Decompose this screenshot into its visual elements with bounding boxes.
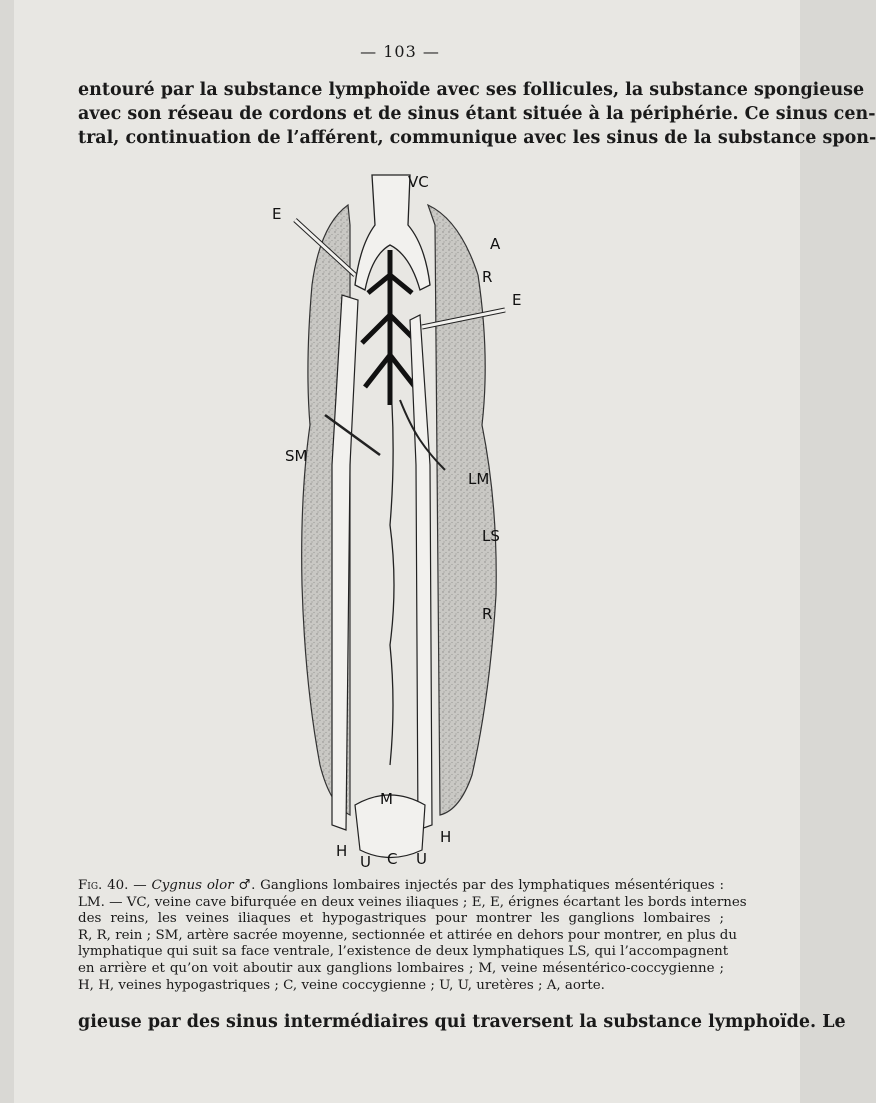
figure-number: Fig. 40.	[78, 878, 129, 893]
caption-line-3: des reins, les veines iliaques et hypogastriques pour montrer les ganglions lombaires ;	[78, 911, 724, 927]
label-u-left: U	[360, 853, 371, 871]
bottom-text-line: gieuse par des sinus intermédiaires qui traversent la substance lymphoïde. Le	[78, 1012, 846, 1032]
label-r-top: R	[482, 268, 493, 286]
label-a: A	[490, 235, 501, 253]
label-h-left: H	[336, 842, 348, 860]
bottom-text	[78, 1010, 846, 1034]
top-text-line-1: entouré par la substance lymphoïde avec ses follicules, la substance spongieuse	[78, 80, 865, 100]
sex-symbol: ♂	[238, 878, 252, 893]
label-u-right: U	[416, 850, 427, 868]
caption-line-4: R, R, rein ; SM, artère sacrée moyenne, sectionnée et attirée en dehors pour montrer, en plus du	[78, 927, 737, 943]
top-text-line-2: avec son réseau de cordons et de sinus étant située à la périphérie. Ce sinus cen-	[78, 104, 876, 124]
label-sm: SM	[285, 447, 308, 465]
figure-drawing	[250, 165, 550, 885]
right-iliac-vein	[410, 315, 432, 830]
anatomical-figure	[250, 165, 550, 885]
caption-line-2: LM. — VC, veine cave bifurquée en deux veines iliaques ; E, E, érignes écartant les bords internes	[78, 894, 747, 910]
right-kidney	[428, 205, 496, 815]
label-c: C	[387, 850, 398, 868]
caption-line-7: H, H, veines hypogastriques ; C, veine coccygienne ; U, U, uretères ; A, aorte.	[78, 977, 605, 993]
species-name: Cygnus olor	[151, 878, 234, 893]
label-e-right: E	[512, 291, 522, 309]
top-text-line-3: tral, continuation de l’afférent, communique avec les sinus de la substance spon-	[78, 128, 876, 148]
top-paragraph	[78, 78, 876, 150]
label-r-bottom: R	[482, 605, 493, 623]
caption-dash: —	[128, 878, 152, 893]
figure-caption	[78, 878, 747, 994]
label-m: M	[380, 790, 393, 808]
label-lm: LM	[468, 470, 490, 488]
page-number: — 103 —	[360, 42, 440, 61]
label-h-right: H	[440, 828, 452, 846]
aorta	[362, 250, 418, 405]
caption-line-1	[78, 878, 724, 895]
label-e-left: E	[272, 205, 282, 223]
label-vc: VC	[408, 173, 429, 191]
label-ls: LS	[482, 527, 500, 545]
lymphatic-ls	[390, 405, 394, 765]
caption-line-6: en arrière et qu’on voit aboutir aux ganglions lombaires ; M, veine mésentérico-coccygienne ;	[78, 960, 724, 976]
caption-line-1-rest: . Ganglions lombaires injectés par des lymphatiques mésentériques :	[251, 878, 724, 893]
caption-line-5: lymphatique qui suit sa face ventrale, l’existence de deux lymphatiques LS, qui l’accompagnent	[78, 944, 729, 960]
